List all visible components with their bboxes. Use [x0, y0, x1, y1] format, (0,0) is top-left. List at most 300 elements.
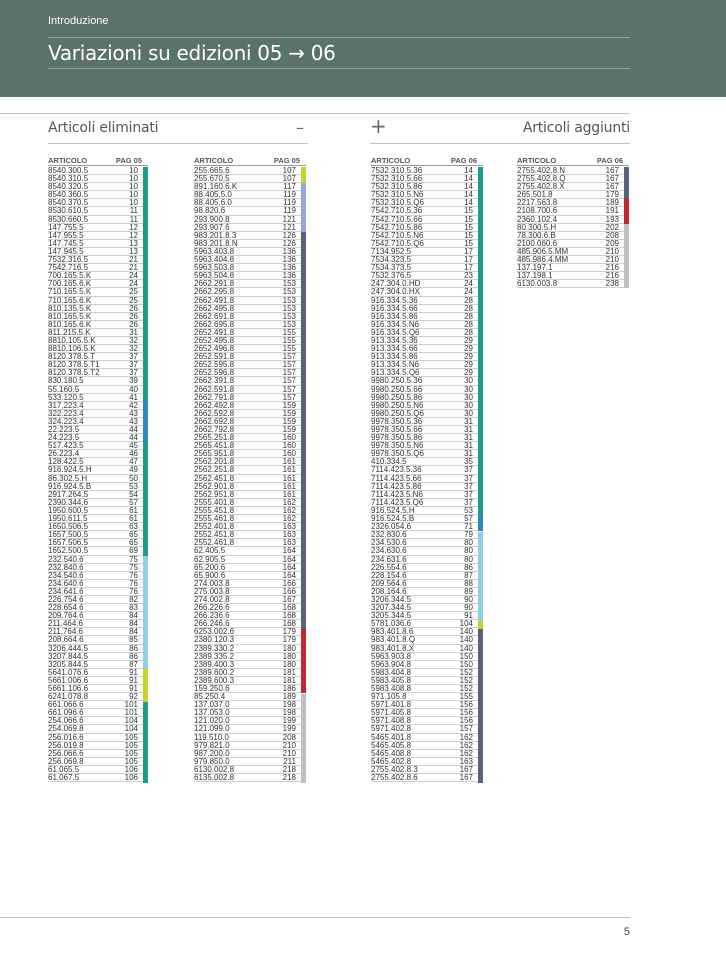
- article-code: 2552.451.8: [194, 530, 235, 540]
- page-ref: 44: [129, 425, 138, 434]
- col-header-article: ARTICOLO: [48, 156, 88, 165]
- article-code: 3206.344.5: [371, 594, 412, 604]
- article-code: 7532.310.5.36: [371, 166, 423, 175]
- article-code: 971.105.8: [371, 692, 407, 702]
- article-code: 2755.402.8.6: [371, 773, 418, 783]
- article-code: 234.641.6: [48, 586, 84, 596]
- article-code: 209.564.6: [371, 578, 407, 588]
- article-code: 147.745.5: [48, 238, 84, 248]
- page-ref: 57: [464, 514, 473, 524]
- col-header-page: PAG 06: [596, 156, 623, 165]
- color-band: [624, 167, 629, 199]
- page-ref: 167: [459, 773, 473, 783]
- article-code: 916.334.5.36: [371, 295, 418, 305]
- bottom-rule: [0, 917, 630, 918]
- article-code: 8530.660.5: [48, 214, 89, 224]
- page-ref: 42: [129, 400, 138, 410]
- page-ref: 159: [282, 425, 296, 434]
- article-code: 293.907.6: [194, 222, 230, 232]
- page-ref: 10: [129, 190, 138, 200]
- page-ref: 104: [124, 716, 138, 726]
- page-ref: 126: [282, 238, 296, 248]
- article-code: 5465.405.8: [371, 740, 412, 750]
- section-label: Introduzione: [48, 15, 109, 27]
- article-code: 5465.402.8: [371, 756, 412, 766]
- article-code: 2662.591.8: [194, 384, 235, 394]
- added-items-title: Articoli aggiunti: [522, 120, 630, 136]
- page-ref: 14: [464, 198, 473, 208]
- page-ref: 159: [282, 408, 296, 418]
- page-ref: 44: [129, 433, 138, 443]
- page-ref: 47: [129, 457, 138, 467]
- article-code: 5971.405.8: [371, 708, 412, 718]
- page-ref: 65: [129, 530, 138, 540]
- article-code: 86.302.5.H: [48, 473, 88, 483]
- article-code: 2389.335.2: [194, 651, 235, 661]
- article-code: 2662.295.8: [194, 287, 235, 297]
- article-code: 811.215.5.K: [48, 327, 91, 337]
- page-ref: 210: [605, 246, 619, 256]
- article-code: 2108.700.6: [517, 206, 558, 216]
- page-ref: 210: [282, 740, 296, 750]
- article-code: 274.002.8: [194, 594, 230, 604]
- article-code: 5963.904.8: [371, 659, 412, 669]
- page-ref: 209: [605, 238, 619, 248]
- page-ref: 161: [282, 473, 296, 483]
- article-code: 324.223.4: [48, 416, 84, 426]
- article-code: 700.165.5.K: [48, 271, 92, 281]
- article-code: 5963.903.8: [371, 651, 412, 661]
- page-ref: 163: [459, 756, 473, 766]
- article-code: 983.401.8.X: [371, 643, 415, 653]
- page-ref: 25: [129, 287, 138, 297]
- page-ref: 152: [459, 684, 473, 693]
- header-divider: [48, 37, 630, 38]
- page-ref: 29: [464, 360, 473, 370]
- page-ref: 119: [283, 206, 296, 216]
- article-code: 661.066.6: [48, 700, 84, 710]
- page-ref: 85: [129, 635, 138, 645]
- page-ref: 153: [282, 311, 296, 321]
- page-ref: 136: [282, 263, 296, 273]
- page-ref: 163: [282, 522, 296, 532]
- article-code: 256.069.8: [48, 756, 84, 766]
- top-rule: [0, 113, 630, 114]
- page-ref: 157: [282, 352, 296, 362]
- article-code: 2755.402.8.X: [517, 182, 565, 192]
- article-code: 2562.901.8: [194, 481, 235, 491]
- page-ref: 211: [283, 756, 296, 766]
- page-ref: 54: [129, 489, 138, 499]
- article-code: 6253.002.6: [194, 627, 235, 637]
- page-ref: 14: [464, 182, 473, 192]
- article-code: 5971.402.8: [371, 724, 412, 734]
- article-code: 26.223.4: [48, 449, 80, 459]
- color-band: [143, 167, 148, 402]
- article-code: 265.501.8: [517, 190, 553, 200]
- page-ref: 91: [464, 611, 473, 621]
- page-ref: 46: [129, 449, 138, 459]
- article-code: 88.405.5.0: [194, 190, 232, 200]
- page-ref: 157: [282, 368, 296, 378]
- article-code: 983.401.8.6: [371, 627, 414, 637]
- article-code: 7542.710.5.86: [371, 222, 423, 232]
- article-code: 9978.350.5.Q6: [371, 449, 424, 459]
- page-ref: 71: [464, 522, 473, 532]
- article-code: 9980.250.5.N6: [371, 400, 424, 410]
- page-ref: 28: [464, 311, 473, 321]
- article-code: 6130.003.8: [517, 279, 558, 289]
- article-code: 266.236.6: [194, 611, 230, 621]
- article-code: 2662.592.8: [194, 408, 235, 418]
- page-ref: 15: [464, 230, 473, 240]
- page-ref: 12: [129, 222, 138, 232]
- page-ref: 167: [459, 764, 473, 774]
- article-code: 7534.373.5: [371, 263, 412, 273]
- removed-list-a: [48, 156, 148, 782]
- page-ref: 53: [129, 481, 138, 491]
- article-code: 85.250.4: [194, 692, 226, 702]
- table-row: [517, 280, 629, 288]
- article-code: 226.554.6: [371, 562, 407, 572]
- page-ref: 156: [459, 716, 473, 726]
- page-ref: 191: [605, 206, 619, 216]
- page-header: [0, 0, 726, 97]
- page-ref: 121: [282, 222, 296, 232]
- page-ref: 107: [282, 174, 296, 184]
- article-code: 5661.006.6: [48, 675, 89, 685]
- article-code: 2662.691.8: [194, 311, 235, 321]
- article-code: 7534.323.5: [371, 255, 412, 265]
- article-code: 7134.952.5: [371, 246, 412, 256]
- page-ref: 155: [282, 344, 296, 354]
- page-ref: 31: [464, 449, 473, 459]
- article-code: 5963.403.8: [194, 246, 235, 256]
- color-band: [143, 669, 148, 701]
- page-ref: 45: [129, 441, 138, 451]
- page-ref: 10: [129, 198, 138, 208]
- article-code: 2360.102.4: [517, 214, 558, 224]
- article-code: 6135.002.8: [194, 773, 235, 783]
- color-band: [478, 532, 483, 621]
- article-code: 255.665.6: [194, 166, 230, 175]
- page-ref: 80: [464, 554, 473, 564]
- page-ref: 11: [129, 214, 138, 224]
- page-ref: 24: [464, 287, 473, 297]
- article-code: 913.334.5.36: [371, 335, 418, 345]
- page-ref: 49: [129, 465, 138, 475]
- article-code: 80.300.5.H: [517, 222, 557, 232]
- article-code: 983.201.8.3: [194, 230, 237, 240]
- page-ref: 189: [282, 692, 296, 702]
- article-code: 7542.710.5.N6: [371, 230, 424, 240]
- article-code: 9978.350.5.86: [371, 433, 423, 443]
- page-ref: 87: [129, 659, 138, 669]
- page-ref: 168: [282, 603, 296, 613]
- article-code: 7114.423.5.86: [371, 481, 422, 491]
- article-code: 55.160.5: [48, 384, 80, 394]
- article-code: 979.850.0: [194, 756, 230, 766]
- page-ref: 107: [282, 166, 296, 175]
- article-code: 6130.002.8: [194, 764, 235, 774]
- article-code: 8540.310.5: [48, 174, 89, 184]
- article-code: 2662.492.8: [194, 400, 235, 410]
- article-code: 128.422.5: [48, 457, 84, 467]
- page-ref: 76: [129, 586, 138, 596]
- article-code: 2755.402.8.Q: [517, 174, 566, 184]
- page-ref: 80: [464, 546, 473, 556]
- article-code: 2755.402.8.3: [371, 764, 418, 774]
- page-ref: 61: [129, 505, 138, 515]
- article-code: 5983.408.8: [371, 684, 412, 693]
- page-ref: 199: [282, 724, 296, 734]
- col-header-article: ARTICOLO: [371, 156, 411, 165]
- article-code: 266.246.6: [194, 619, 230, 629]
- article-code: 8810.106.5.K: [48, 344, 96, 354]
- article-code: 7114.423.5.Q6: [371, 497, 424, 507]
- page-ref: 39: [129, 376, 138, 386]
- article-code: 234.630.6: [371, 546, 407, 556]
- article-code: 5963.504.8: [194, 271, 235, 281]
- article-code: 274.003.8: [194, 578, 230, 588]
- page-ref: 76: [129, 578, 138, 588]
- article-code: 322.223.4: [48, 408, 84, 418]
- page-ref: 238: [605, 279, 619, 289]
- page-ref: 105: [124, 756, 138, 766]
- page-ref: 50: [129, 473, 138, 483]
- page-ref: 26: [129, 319, 138, 329]
- page-ref: 167: [605, 182, 619, 192]
- article-code: 234.540.6: [48, 570, 84, 580]
- article-code: 209.764.6: [48, 611, 84, 621]
- article-code: 2565.251.8: [194, 433, 235, 443]
- page-title: Variazioni su edizioni 05 → 06: [48, 41, 336, 65]
- page-ref: 106: [124, 773, 138, 783]
- page-ref: 15: [464, 238, 473, 248]
- added-list-b: [517, 156, 629, 288]
- color-band: [301, 167, 306, 183]
- page-ref: 24: [464, 279, 473, 289]
- col-header-page: PAG 06: [450, 156, 477, 165]
- page-ref: 117: [283, 182, 296, 192]
- article-code: 2562.201.8: [194, 457, 235, 467]
- article-code: 119.510.0: [194, 732, 229, 742]
- color-band: [478, 629, 483, 783]
- page-ref: 153: [282, 287, 296, 297]
- color-band: [624, 199, 629, 223]
- page-ref: 181: [282, 667, 296, 677]
- page-ref: 218: [282, 773, 296, 783]
- page-ref: 150: [459, 651, 473, 661]
- page-ref: 153: [282, 303, 296, 313]
- minus-icon: –: [296, 118, 304, 137]
- article-code: 7532.310.5.N6: [371, 190, 424, 200]
- page-ref: 23: [464, 271, 473, 281]
- article-code: 2662.791.8: [194, 392, 235, 402]
- page-ref: 37: [129, 368, 138, 378]
- article-code: 7542.710.5.36: [371, 206, 423, 216]
- page-ref: 162: [459, 732, 473, 742]
- article-code: 5641.076.6: [48, 667, 89, 677]
- article-code: 234.631.6: [371, 554, 407, 564]
- page-ref: 136: [282, 255, 296, 265]
- page-ref: 105: [124, 740, 138, 750]
- page-ref: 157: [282, 392, 296, 402]
- article-code: 232.840.6: [48, 562, 84, 572]
- article-code: 5983.404.8: [371, 667, 412, 677]
- page-ref: 28: [464, 295, 473, 305]
- page-ref: 119: [283, 198, 296, 208]
- page-ref: 37: [464, 473, 473, 483]
- article-code: 2652.491.8: [194, 327, 235, 337]
- article-code: 916.524.5.H: [371, 505, 415, 515]
- article-code: 2389.600.3: [194, 675, 235, 685]
- page-ref: 136: [282, 246, 296, 256]
- article-code: 3205.344.5: [371, 611, 412, 621]
- page-ref: 210: [282, 748, 296, 758]
- article-code: 2100.060.6: [517, 238, 558, 248]
- article-code: 3206.444.5: [48, 643, 89, 653]
- page-ref: 152: [459, 667, 473, 677]
- col-header-page: PAG 05: [115, 156, 142, 165]
- article-code: 7532.310.5.66: [371, 174, 423, 184]
- page-ref: 210: [605, 255, 619, 265]
- article-code: 254.069.8: [48, 724, 84, 734]
- article-code: 9978.350.5.36: [371, 416, 423, 426]
- article-code: 8810.105.5.K: [48, 335, 96, 345]
- article-code: 916.524.5.B: [371, 514, 415, 524]
- page-ref: 84: [129, 627, 138, 637]
- removed-list-b: [194, 156, 306, 782]
- article-code: 2662.792.8: [194, 425, 235, 434]
- article-code: 232.540.6: [48, 554, 84, 564]
- page-ref: 180: [282, 643, 296, 653]
- page-ref: 164: [282, 562, 296, 572]
- color-band: [143, 442, 148, 555]
- col-header-page: PAG 05: [273, 156, 300, 165]
- page-ref: 24: [129, 279, 138, 289]
- page-ref: 155: [459, 692, 473, 702]
- article-code: 2389.400.3: [194, 659, 235, 669]
- article-code: 61.067.5: [48, 773, 80, 783]
- article-code: 2652.496.8: [194, 344, 235, 354]
- page-ref: 28: [464, 327, 473, 337]
- page-ref: 57: [129, 497, 138, 507]
- page-ref: 208: [282, 732, 296, 742]
- page-ref: 163: [282, 530, 296, 540]
- page-ref: 208: [605, 230, 619, 240]
- article-code: 2555.401.8: [194, 497, 235, 507]
- color-band: [478, 167, 483, 515]
- page-ref: 136: [282, 271, 296, 281]
- article-code: 5971.401.8: [371, 700, 412, 710]
- color-band: [301, 183, 306, 232]
- page-ref: 157: [282, 384, 296, 394]
- page-ref: 17: [464, 255, 473, 265]
- page-ref: 164: [282, 570, 296, 580]
- page-ref: 179: [605, 190, 619, 200]
- article-code: 810.165.6.K: [48, 319, 92, 329]
- page-ref: 43: [129, 416, 138, 426]
- article-code: 983.201.8.N: [194, 238, 238, 248]
- page-ref: 157: [282, 376, 296, 386]
- page-ref: 105: [124, 748, 138, 758]
- article-code: 533.120.5: [48, 392, 84, 402]
- article-code: 9980.250.5.Q6: [371, 408, 424, 418]
- article-code: 891.160.6.K: [194, 182, 238, 192]
- page-ref: 37: [464, 489, 473, 499]
- article-code: 2662.291.8: [194, 279, 235, 289]
- article-code: 121.099.0: [194, 724, 230, 734]
- article-code: 9980.250.5.36: [371, 376, 423, 386]
- article-code: 7542.710.5.Q6: [371, 238, 424, 248]
- page-ref: 15: [464, 214, 473, 224]
- article-code: 2662.495.8: [194, 303, 235, 313]
- page-ref: 30: [464, 392, 473, 402]
- article-code: 7114.423.5.66: [371, 473, 422, 483]
- article-code: 78.300.6.B: [517, 230, 556, 240]
- article-code: 2565.451.8: [194, 441, 235, 451]
- color-band: [143, 402, 148, 443]
- article-code: 256.066.6: [48, 748, 84, 758]
- article-code: 228.654.6: [48, 603, 84, 613]
- page-ref: 14: [464, 166, 473, 175]
- article-code: 137.037.0: [194, 700, 230, 710]
- article-code: 2552.401.8: [194, 522, 235, 532]
- page-ref: 161: [282, 489, 296, 499]
- article-code: 8540.300.5: [48, 166, 89, 175]
- page-ref: 10: [129, 166, 138, 175]
- article-code: 8540.360.5: [48, 190, 89, 200]
- article-code: 8530.610.5: [48, 206, 89, 216]
- article-code: 661.096.6: [48, 708, 84, 718]
- page-ref: 29: [464, 344, 473, 354]
- page-ref: 198: [282, 700, 296, 710]
- page-ref: 13: [129, 238, 138, 248]
- page-ref: 87: [464, 570, 473, 580]
- page-ref: 157: [459, 724, 473, 734]
- page-ref: 37: [129, 352, 138, 362]
- article-code: 159.250.6: [194, 684, 230, 693]
- color-band: [143, 702, 148, 783]
- page-ref: 91: [129, 684, 138, 693]
- page-ref: 163: [282, 538, 296, 548]
- article-code: 916.334.5.86: [371, 311, 418, 321]
- page-ref: 26: [129, 311, 138, 321]
- page-ref: 31: [464, 425, 473, 434]
- article-code: 517.423.5: [48, 441, 84, 451]
- article-code: 208.164.6: [371, 586, 407, 596]
- page-ref: 157: [282, 360, 296, 370]
- page-ref: 13: [129, 246, 138, 256]
- page-ref: 65: [129, 538, 138, 548]
- color-band: [301, 232, 306, 629]
- page-ref: 153: [282, 295, 296, 305]
- article-code: 2552.461.8: [194, 538, 235, 548]
- page-ref: 15: [464, 206, 473, 216]
- article-code: 2389.600.2: [194, 667, 235, 677]
- page-ref: 75: [129, 562, 138, 572]
- page-ref: 76: [129, 570, 138, 580]
- article-code: 3207.344.5: [371, 603, 412, 613]
- page-ref: 37: [464, 465, 473, 475]
- article-code: 1657.506.5: [48, 538, 89, 548]
- page-ref: 53: [464, 505, 473, 515]
- page-ref: 152: [459, 675, 473, 685]
- page-ref: 160: [282, 433, 296, 443]
- col-header-article: ARTICOLO: [517, 156, 557, 165]
- article-code: 2662.692.8: [194, 416, 235, 426]
